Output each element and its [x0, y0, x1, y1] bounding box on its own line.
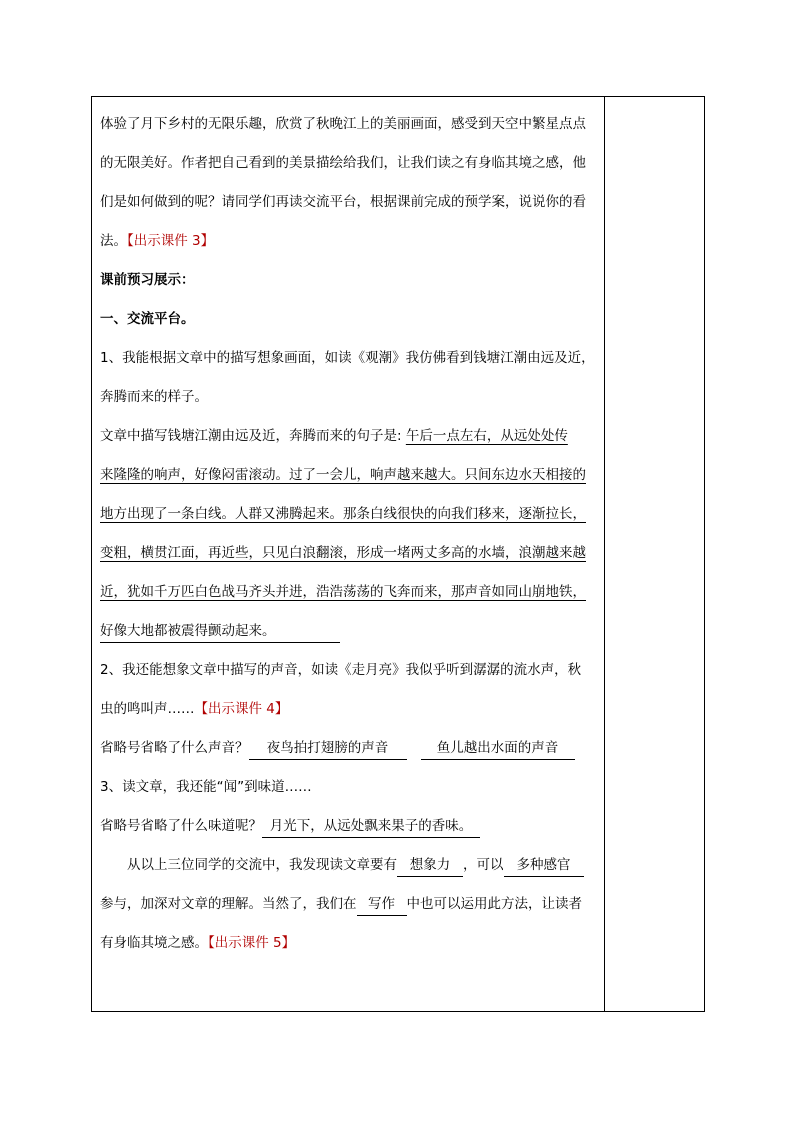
intro-line-1: 体验了月下乡村的无限乐趣，欣赏了秋晚江上的美丽画面，感受到天空中繁星点点 [100, 116, 586, 132]
item3-line-1: 3、读文章，我还能“闻”到味道…… [100, 779, 312, 795]
item2-line-1: 2、我还能想象文章中描写的声音，如读《走月亮》我似乎听到潺潺的流水声，秋 [100, 662, 582, 678]
section-title: 课前预习展示： [100, 272, 195, 288]
content-cell [100, 105, 598, 963]
lesson-table [91, 96, 705, 1012]
intro-line-4 [100, 222, 598, 261]
item2-question-line [100, 729, 598, 768]
item2-text: 虫的鸣叫声…… [100, 701, 195, 717]
summary-blank-2: 多种感官 [504, 854, 584, 877]
courseware-5-tag: 【出示课件 5】 [208, 935, 296, 951]
courseware-4-tag: 【出示课件 4】 [194, 701, 289, 717]
item3-question-line [100, 807, 598, 846]
summary-line-3 [100, 924, 598, 963]
summary-text-5: 有身临其境之感。 [100, 935, 208, 951]
summary-text-2: ，可以 [463, 857, 504, 873]
intro-line-3: 们是如何做到的呢？请同学们再读交流平台，根据课前完成的预学案，说说你的看 [100, 194, 586, 210]
summary-text-3: 参与，加深对文章的理解。当然了，我们在 [100, 896, 357, 912]
item2-question: 省略号省略了什么声音？ [100, 740, 249, 756]
item1-line-1: 1、我能根据文章中的描写想象画面，如读《观潮》我仿佛看到钱塘江潮由远及近， [100, 350, 595, 366]
item2-answer-2: 鱼儿越出水面的声音 [421, 737, 575, 760]
item1-answer-1: 午后一点左右，从远处处传 [405, 428, 568, 444]
summary-line-1 [100, 846, 598, 885]
item2-line-2 [100, 690, 598, 729]
summary-text-1: 从以上三位同学的交流中，我发现读文章要有 [127, 857, 397, 873]
item1-prompt-line [100, 417, 598, 456]
item1-line-2: 奔腾而来的样子。 [100, 389, 208, 405]
item3-answer: 月光下，从远处飘来果子的香味。 [262, 815, 480, 838]
summary-text-4: 中也可以运用此方法，让读者 [406, 896, 582, 912]
item2-answer-1: 夜鸟拍打翅膀的声音 [249, 737, 407, 760]
summary-blank-3: 写作 [357, 893, 407, 916]
item1-answer-4: 变粗，横贯江面，再近些，只见白浪翻滚，形成一堵两丈多高的水墙，浪潮越来越 [100, 545, 586, 561]
item1-answer-3: 地方出现了一条白线。人群又沸腾起来。那条白线很快的向我们移来，逐渐拉长， [100, 506, 586, 522]
subsection-title: 一、交流平台。 [100, 311, 195, 327]
item3-question: 省略号省略了什么味道呢？ [100, 818, 262, 834]
summary-line-2 [100, 885, 598, 924]
summary-blank-1: 想象力 [397, 854, 463, 877]
item1-answer-5: 近，犹如千万匹白色战马齐头并进，浩浩荡荡的飞奔而来，那声音如同山崩地铁， [100, 584, 586, 600]
item1-answer-6: 好像大地都被震得颤动起来。 [100, 620, 340, 643]
courseware-3-tag: 【出示课件 3】 [127, 233, 215, 249]
intro-line-2: 的无限美好。作者把自己看到的美景描绘给我们，让我们读之有身临其境之感，他 [100, 155, 586, 171]
intro-text: 法。 [100, 233, 127, 249]
item1-prompt: 文章中描写钱塘江潮由远及近，奔腾而来的句子是: [100, 428, 406, 444]
column-divider [604, 97, 605, 1011]
item1-answer-6-line [100, 612, 598, 651]
item1-answer-2: 来隆隆的响声，好像闷雷滚动。过了一会儿，响声越来越大。只间东边水天相接的 [100, 467, 586, 483]
